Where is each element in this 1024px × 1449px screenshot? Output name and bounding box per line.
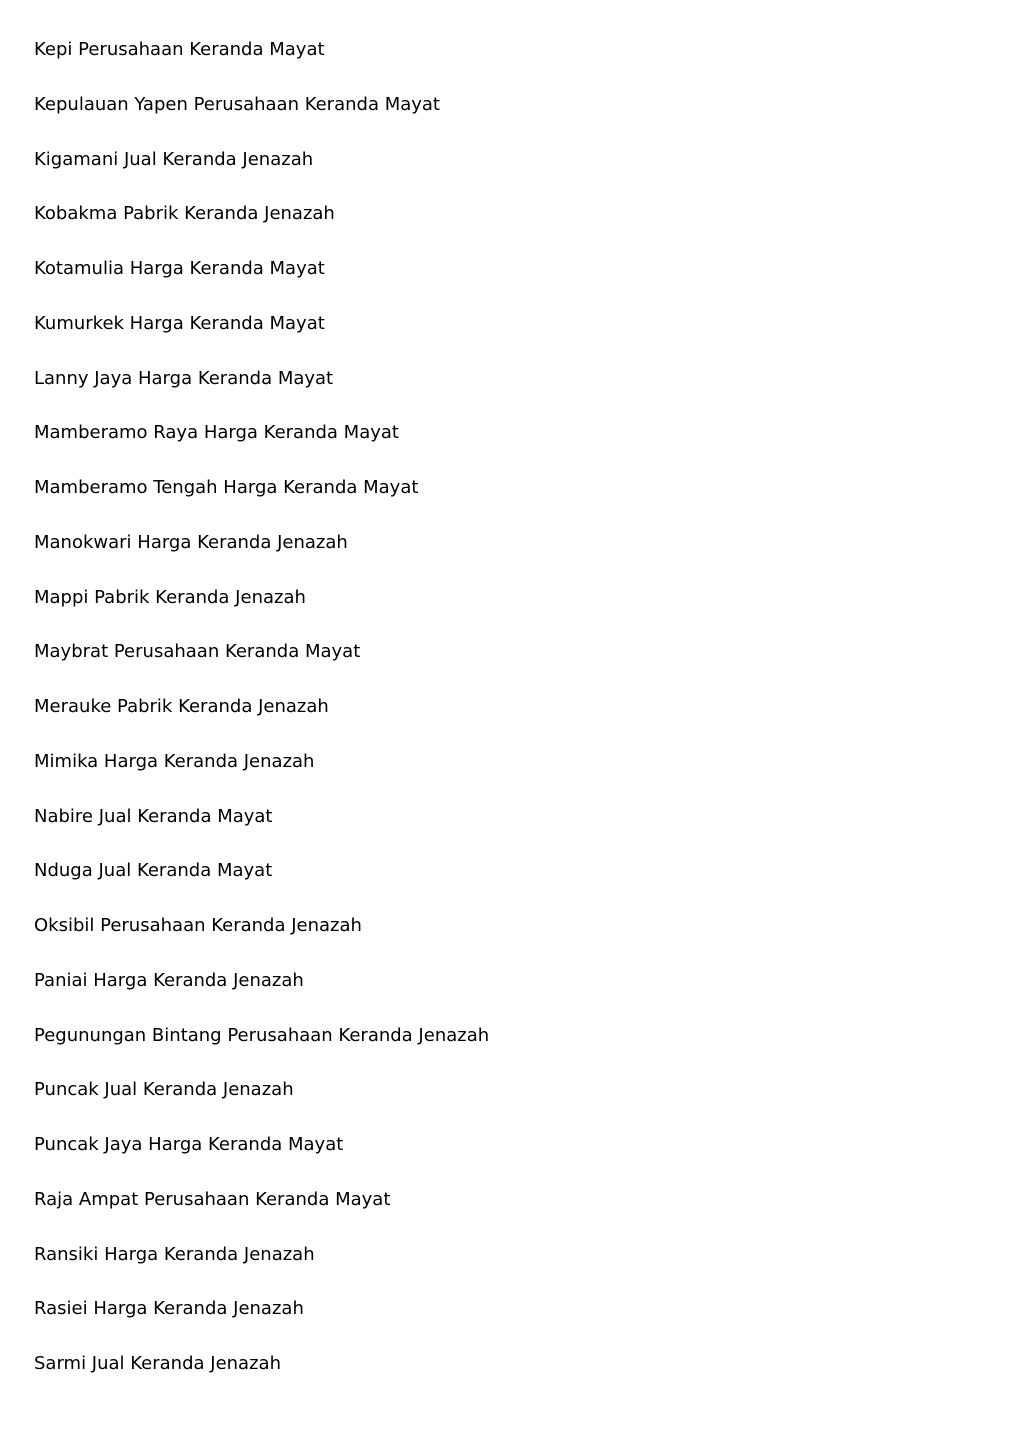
text-line: Kigamani Jual Keranda Jenazah: [34, 148, 314, 170]
text-line: Mamberamo Tengah Harga Keranda Mayat: [34, 477, 419, 498]
text-line: Kumurkek Harga Keranda Mayat: [34, 312, 325, 334]
text-line: Raja Ampat Perusahaan Keranda Mayat: [34, 1188, 391, 1210]
text-line: Kotamulia Harga Keranda Mayat: [34, 258, 325, 279]
text-line: Puncak Jaya Harga Keranda Mayat: [34, 1134, 344, 1155]
text-line: Ransiki Harga Keranda Jenazah: [34, 1243, 315, 1265]
text-line: Merauke Pabrik Keranda Jenazah: [34, 696, 329, 717]
text-line: Maybrat Perusahaan Keranda Mayat: [34, 641, 361, 663]
text-line: Lanny Jaya Harga Keranda Mayat: [34, 367, 334, 389]
text-line: Nduga Jual Keranda Mayat: [34, 860, 273, 882]
text-line: Sarmi Jual Keranda Jenazah: [34, 1353, 281, 1374]
text-line-list: [34, 36, 489, 1405]
text-line: Nabire Jual Keranda Mayat: [34, 805, 273, 827]
text-line: Oksibil Perusahaan Keranda Jenazah: [34, 915, 362, 936]
text-line: Kepulauan Yapen Perusahaan Keranda Mayat: [34, 93, 440, 115]
text-line: Kobakma Pabrik Keranda Jenazah: [34, 203, 335, 225]
text-line: Paniai Harga Keranda Jenazah: [34, 969, 304, 991]
text-line: Rasiei Harga Keranda Jenazah: [34, 1298, 304, 1320]
text-line: Kepi Perusahaan Keranda Mayat: [34, 39, 325, 60]
text-line: Mamberamo Raya Harga Keranda Mayat: [34, 422, 399, 444]
text-line: Pegunungan Bintang Perusahaan Keranda Jenazah: [34, 1024, 490, 1046]
text-line: Puncak Jual Keranda Jenazah: [34, 1079, 294, 1101]
text-line: Mimika Harga Keranda Jenazah: [34, 750, 315, 772]
text-line: Manokwari Harga Keranda Jenazah: [34, 531, 348, 553]
text-line: Mappi Pabrik Keranda Jenazah: [34, 586, 306, 608]
